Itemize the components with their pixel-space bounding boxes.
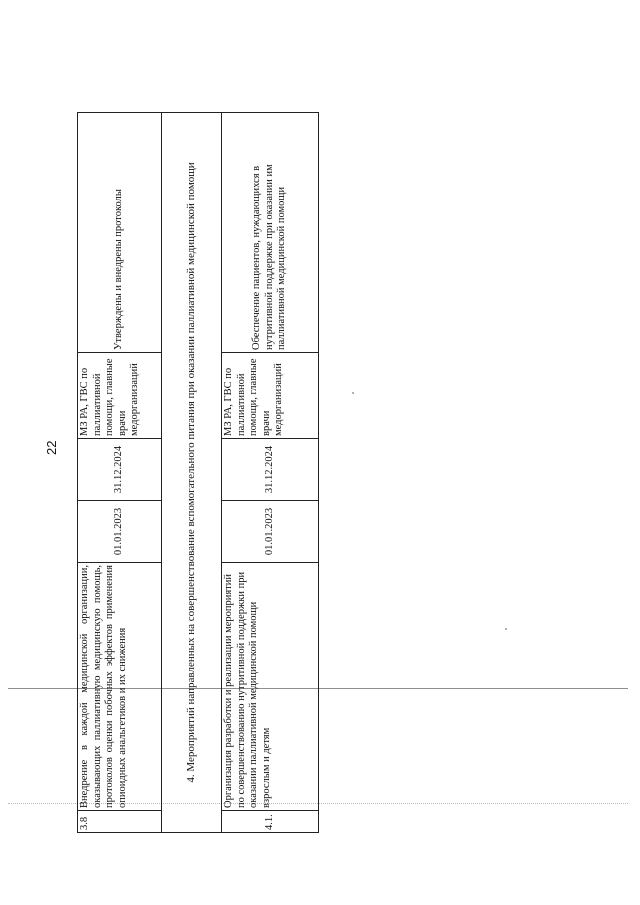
table-row [162, 113, 222, 833]
page-number: 22 [44, 440, 59, 455]
action-cell: Внедрение в каждой медицинской организации, оказывающих паллиативную медицинскую помощь, протоколов оценки побочных эффектов применения опиоидных анальгетиков и их снижения [78, 563, 162, 811]
result-cell: Утверждены и внедрены протоколы [78, 113, 162, 353]
responsible-cell: МЗ РА, ГВС по паллиативной помощи, главные врачи медорганизаций [78, 353, 162, 439]
table-row [222, 113, 319, 833]
row-number: 4.1. [222, 811, 319, 833]
scan-speck [505, 628, 507, 630]
start-date-cell: 01.01.2023 [78, 501, 162, 563]
start-date-cell: 01.01.2023 [222, 501, 319, 563]
table-row [78, 113, 162, 833]
row-number: 3.8 [78, 811, 162, 833]
action-cell: Организация разработки и реализации мероприятий по совершенствованию нутритивной поддержки при оказании паллиативной медицинской помощи взрослым и детям [222, 563, 319, 811]
result-cell: Обеспечение пациентов, нуждающихся в нутритивной поддержке при оказании им паллиативной медицинской помощи [222, 113, 319, 353]
end-date-cell: 31.12.2024 [78, 439, 162, 501]
rotated-table-container [77, 113, 318, 833]
end-date-cell: 31.12.2024 [222, 439, 319, 501]
scan-speck [352, 392, 354, 394]
responsible-cell: МЗ РА, ГВС по паллиативной помощи, главные врачи медорганизаций [222, 353, 319, 439]
measures-table [77, 112, 319, 833]
section-title: 4. Мероприятий направленных на совершенствование вспомогательного питания при оказании паллиативной медицинской помощи [162, 113, 222, 833]
